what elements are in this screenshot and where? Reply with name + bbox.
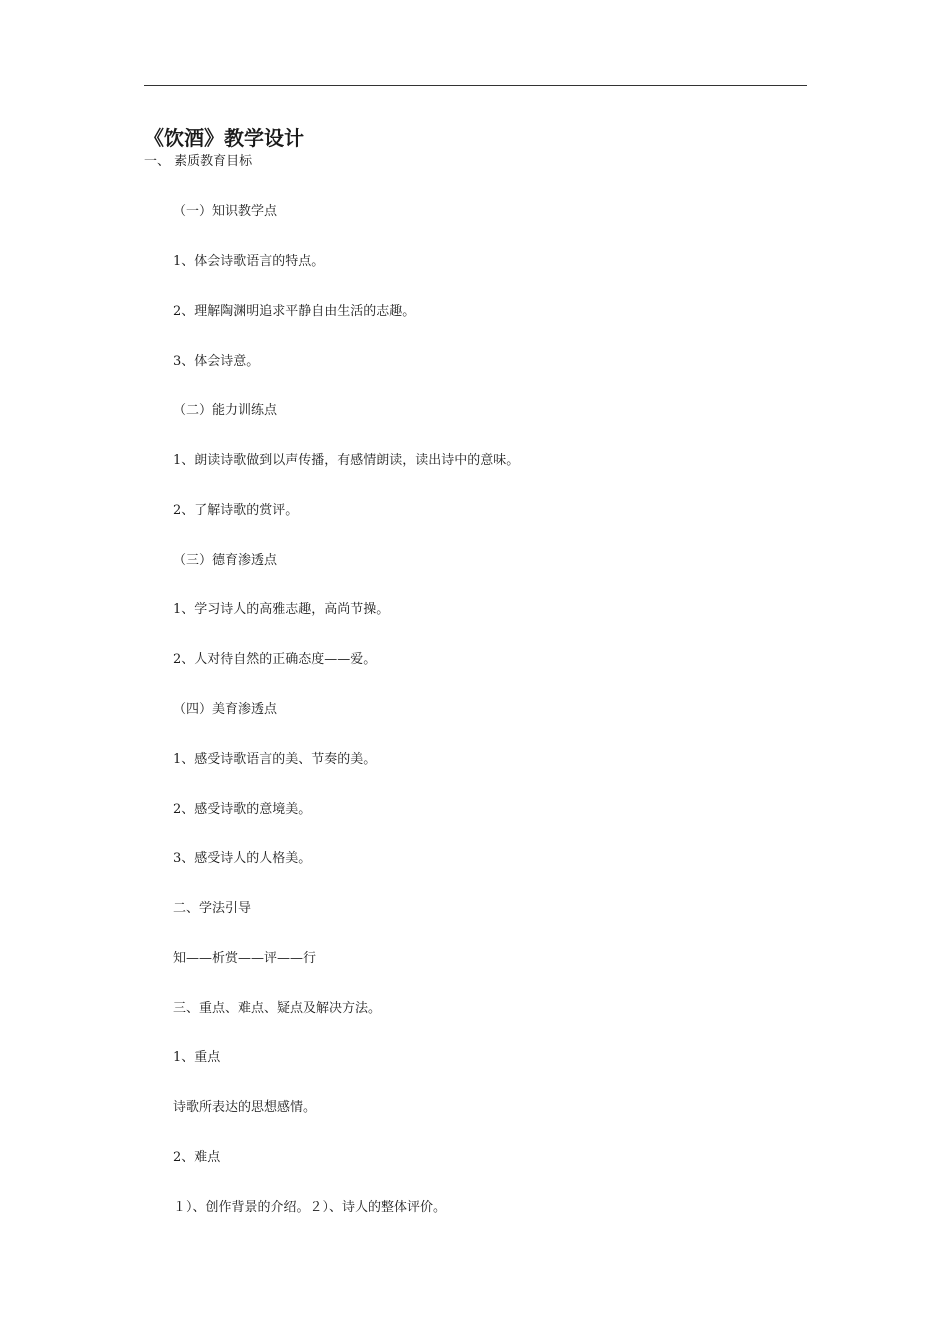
- list-item: 1、重点: [173, 1050, 221, 1065]
- paragraph: １）、创作背景的介绍。２）、诗人的整体评价。: [173, 1200, 447, 1215]
- list-item: 1、感受诗歌语言的美、节奏的美。: [173, 752, 377, 767]
- list-item: 2、难点: [173, 1150, 221, 1165]
- subsection-knowledge: （一）知识教学点: [173, 204, 278, 219]
- list-item: 2、理解陶渊明追求平静自由生活的志趣。: [173, 304, 416, 319]
- list-item: 2、感受诗歌的意境美。: [173, 802, 312, 817]
- list-item: 2、人对待自然的正确态度——爱。: [173, 652, 377, 667]
- list-item: 1、体会诗歌语言的特点。: [173, 254, 325, 269]
- subsection-ability: （二）能力训练点: [173, 403, 278, 418]
- subsection-aesthetic: （四）美育渗透点: [173, 702, 278, 717]
- list-item: 1、朗读诗歌做到以声传播，有感情朗读，读出诗中的意味。: [173, 453, 520, 468]
- method-sequence: 知——析赏——评——行: [173, 951, 317, 966]
- paragraph: 诗歌所表达的思想感情。: [173, 1100, 317, 1115]
- list-item: 3、体会诗意。: [173, 354, 260, 369]
- section-heading-goals: 一、 素质教育目标: [144, 154, 253, 169]
- subsection-moral: （三）德育渗透点: [173, 553, 278, 568]
- document-title: 《饮酒》教学设计: [144, 126, 304, 150]
- section-heading-method: 二、学法引导: [173, 901, 252, 916]
- list-item: 2、了解诗歌的赏评。: [173, 503, 299, 518]
- section-heading-key-points: 三、重点、难点、疑点及解决方法。: [173, 1001, 382, 1016]
- header-rule: [144, 85, 807, 86]
- list-item: 1、学习诗人的高雅志趣，高尚节操。: [173, 602, 390, 617]
- list-item: 3、感受诗人的人格美。: [173, 851, 312, 866]
